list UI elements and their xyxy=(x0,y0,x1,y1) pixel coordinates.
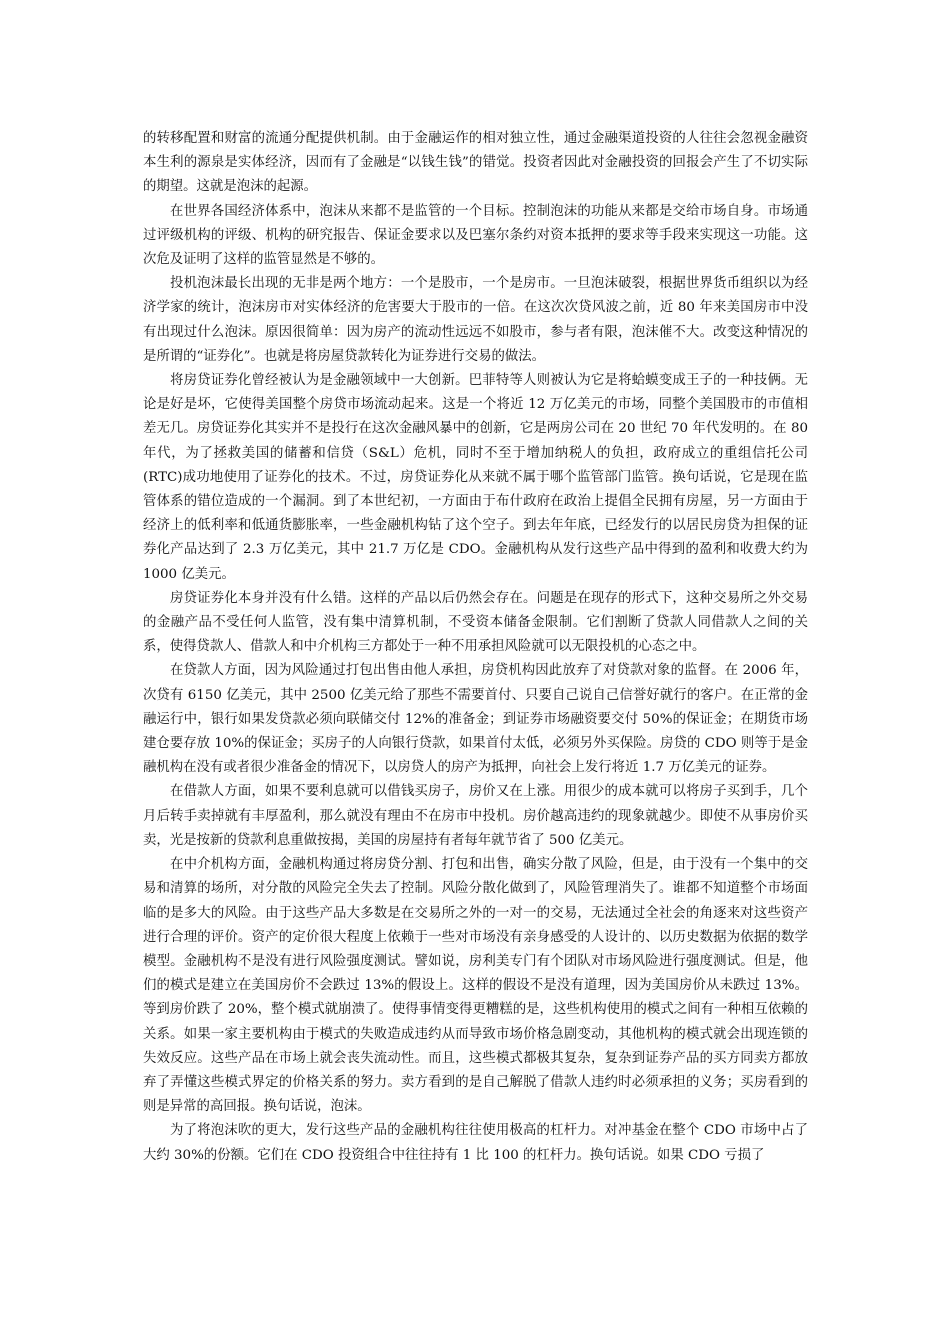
paragraph-9: 为了将泡沫吹的更大，发行这些产品的金融机构往往使用极高的杠杆力。对冲基金在整个 CDO 市场中占了大约 30%的份额。它们在 CDO 投资组合中往往持有 1 比 100 的杠杆力。换句话说。如果 CDO 亏损了 xyxy=(143,1123,808,1163)
paragraph-3: 投机泡沫最长出现的无非是两个地方：一个是股市，一个是房市。一旦泡沫破裂，根据世界货币组织以为经济学家的统计，泡沫房市对实体经济的危害要大于股市的一倍。在这次次贷风波之前，近 80 年来美国房市中没有出现过什么泡沫。原因很简单：因为房产的流动性远远不如股市，参与者有限，泡沫催不大。改变这种情况的是所谓的“证券化”。也就是将房屋贷款转化为证券进行交易的做法。 xyxy=(143,276,808,364)
paragraph-4: 将房贷证券化曾经被认为是金融领域中一大创新。巴菲特等人则被认为它是将蛤蟆变成王子的一种技俩。无论是好是坏，它使得美国整个房贷市场流动起来。这是一个将近 12 万亿美元的市场，同整个美国股市的市值相差无几。房贷证券化其实并不是投行在这次金融风暴中的创新，它是两房公司在 20 世纪 70 年代发明的。在 80 年代，为了拯救美国的储蓄和信贷（S&L）危机，同时不至于增加纳税人的负担，政府成立的重组信托公司(RTC)成功地使用了证券化的技术。不过，房贷证券化从来就不属于哪个监管部门监管。换句话说，它是现在监管体系的错位造成的一个漏洞。到了本世纪初，一方面由于布什政府在政治上提倡全民拥有房屋，另一方面由于经济上的低利率和低通货膨胀率，一些金融机构钻了这个空子。到去年年底，已经发行的以居民房贷为担保的证券化产品达到了 2.3 万亿美元，其中 21.7 万亿是 CDO。金融机构从发行这些产品中得到的盈利和收费大约为 1000 亿美元。 xyxy=(143,373,808,582)
paragraph-8: 在中介机构方面，金融机构通过将房贷分割、打包和出售，确实分散了风险，但是，由于没有一个集中的交易和清算的场所，对分散的风险完全失去了控制。风险分散化做到了，风险管理消失了。谁都不知道整个市场面临的是多大的风险。由于这些产品大多数是在交易所之外的一对一的交易，无法通过全社会的角逐来对这些资产进行合理的评价。资产的定价很大程度上依赖于一些对市场没有亲身感受的人设计的、以历史数据为依据的数学模型。金融机构不是没有进行风险强度测试。譬如说，房利美专门有个团队对市场风险进行强度测试。但是，他们的模式是建立在美国房价不会跌过 13%的假设上。这样的假设不是没有道理，因为美国房价从未跌过 13%。等到房价跌了 20%，整个模式就崩溃了。使得事情变得更糟糕的是，这些机构使用的模式之间有一种相互依赖的关系。如果一家主要机构由于模式的失败造成违约从而导致市场价格急剧变动，其他机构的模式就会出现连锁的失效反应。这些产品在市场上就会丧失流动性。而且，这些模式都极其复杂，复杂到证券产品的买方同卖方都放弃了弄懂这些模式界定的价格关系的努力。卖方看到的是自己解脱了借款人违约时必须承担的义务；买房看到的则是异常的高回报。换句话说，泡沫。 xyxy=(143,857,808,1115)
document-body xyxy=(143,127,808,1168)
paragraph-7: 在借款人方面，如果不要利息就可以借钱买房子，房价又在上涨。用很少的成本就可以将房子买到手，几个月后转手卖掉就有丰厚盈利，那么就没有理由不在房市中投机。房价越高违约的现象就越少。即使不从事房价买卖，光是按新的贷款利息重做按揭，美国的房屋持有者每年就节省了 500 亿美元。 xyxy=(143,784,808,848)
paragraph-1: 的转移配置和财富的流通分配提供机制。由于金融运作的相对独立性，通过金融渠道投资的人往往会忽视金融资本生利的源泉是实体经济，因而有了金融是“以钱生钱”的错觉。投资者因此对金融投资的回报会产生了不切实际的期望。这就是泡沫的起源。 xyxy=(143,131,808,195)
paragraph-2: 在世界各国经济体系中，泡沫从来都不是监管的一个目标。控制泡沫的功能从来都是交给市场自身。市场通过评级机构的评级、机构的研究报告、保证金要求以及巴塞尔条约对资本抵押的要求等手段来实现这一功能。这次危及证明了这样的监管显然是不够的。 xyxy=(143,203,808,268)
paragraph-5: 房贷证券化本身并没有什么错。这样的产品以后仍然会存在。问题是在现存的形式下，这种交易所之外交易的金融产品不受任何人监管，没有集中清算机制，不受资本储备金限制。它们割断了贷款人同借款人之间的关系，使得贷款人、借款人和中介机构三方都处于一种不用承担风险就可以无限投机的心态之中。 xyxy=(143,590,808,655)
paragraph-6: 在贷款人方面，因为风险通过打包出售由他人承担，房贷机构因此放弃了对贷款对象的监督。在 2006 年，次贷有 6150 亿美元，其中 2500 亿美元给了那些不需要首付、只要自己说自己信誉好就行的客户。在正常的金融运行中，银行如果发贷款必须向联储交付 12%的准备金；到证券市场融资要交付 50%的保证金；在期货市场建仓要存放 10%的保证金；买房子的人向银行贷款，如果首付太低，必须另外买保险。房贷的 CDO 则等于是金融机构在没有或者很少准备金的情况下，以房贷人的房产为抵押，向社会上发行将近 1.7 万亿美元的证券。 xyxy=(143,663,808,776)
